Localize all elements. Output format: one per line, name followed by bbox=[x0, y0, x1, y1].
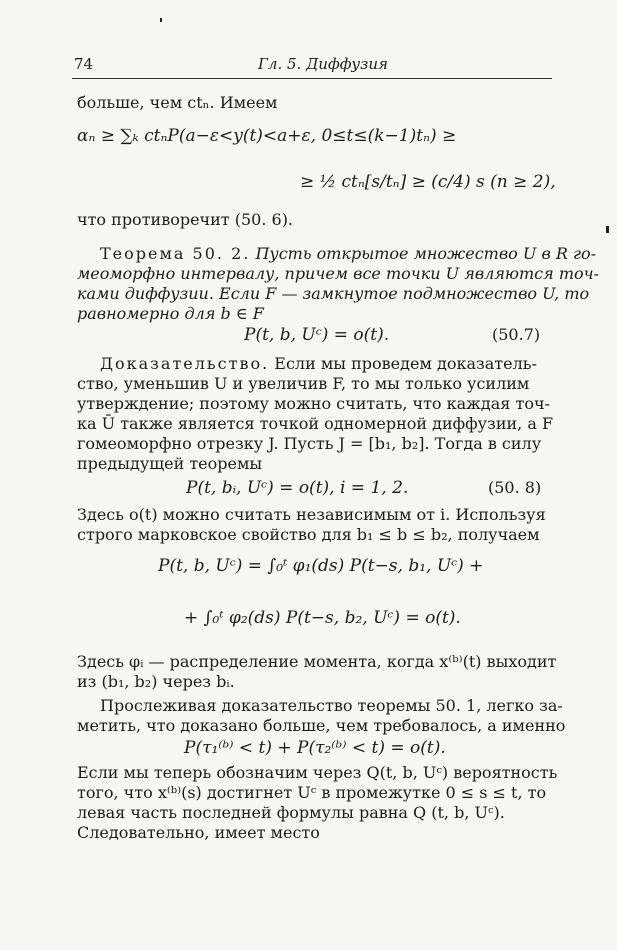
text-line: из (b₁, b₂) через bᵢ. bbox=[77, 672, 235, 691]
equation-line-3: P(τ₁⁽ᵇ⁾ < t) + P(τ₂⁽ᵇ⁾ < t) = o(t). bbox=[184, 738, 446, 758]
text-line: ка Ū также является точкой одномерной диффузии, а F bbox=[77, 414, 554, 433]
proof-label: Доказательство. bbox=[100, 354, 270, 373]
equation-50-7: P(t, b, Uᶜ) = o(t). bbox=[244, 325, 390, 345]
running-title: Гл. 5. Диффузия bbox=[258, 55, 388, 73]
text-line: ство, уменьшив U и увеличив F, то мы только усилим bbox=[77, 374, 530, 393]
theorem-line: равномерно для b ∈ F bbox=[77, 304, 264, 323]
print-speck bbox=[606, 226, 609, 233]
text-line: левая часть последней формулы равна Q (t, b, Uᶜ). bbox=[77, 803, 505, 822]
theorem-label: Теорема 50. 2. bbox=[100, 244, 251, 263]
theorem-line: ками диффузии. Если F — замкнутое подмножество U, то bbox=[77, 284, 590, 303]
page-number: 74 bbox=[74, 55, 94, 73]
theorem-heading bbox=[100, 244, 596, 264]
text-line: метить, что доказано больше, чем требовалось, а именно bbox=[77, 716, 566, 735]
text-line: предыдущей теоремы bbox=[77, 454, 263, 473]
equation-line-1: P(t, b, Uᶜ) = ∫₀ᵗ φ₁(ds) P(t−s, b₁, Uᶜ) + bbox=[158, 556, 484, 576]
theorem-line: меоморфно интервалу, причем все точки U являются точ- bbox=[77, 264, 599, 283]
text-line: Если мы теперь обозначим через Q(t, b, Uᶜ) вероятность bbox=[77, 763, 558, 782]
inequality-line-1: αₙ ≥ ∑ₖ ctₙP(a−ε<y(t)<a+ε, 0≤t≤(k−1)tₙ) ≥ bbox=[77, 126, 457, 146]
text-line: строго марковское свойство для b₁ ≤ b ≤ b₂, получаем bbox=[77, 525, 540, 544]
text-line: Здесь φᵢ — распределение момента, когда x⁽ᵇ⁾(t) выходит bbox=[77, 652, 557, 671]
equation-number: (50.7) bbox=[492, 325, 541, 344]
proof-text: Если мы проведем доказатель- bbox=[274, 354, 537, 373]
header-rule bbox=[72, 78, 552, 79]
proof-heading bbox=[100, 354, 537, 374]
text-line: Следовательно, имеет место bbox=[77, 823, 320, 842]
equation-line-2: + ∫₀ᵗ φ₂(ds) P(t−s, b₂, Uᶜ) = o(t). bbox=[184, 608, 461, 628]
equation-number: (50. 8) bbox=[488, 478, 542, 497]
text-line: Здесь o(t) можно считать независимым от i. Используя bbox=[77, 505, 546, 524]
text-line: Прослеживая доказательство теоремы 50. 1, легко за- bbox=[100, 696, 563, 715]
text-line: утверждение; поэтому можно считать, что каждая точ- bbox=[77, 394, 550, 413]
text-line: больше, чем ctₙ. Имеем bbox=[77, 93, 278, 112]
text-line: гомеоморфно отрезку J. Пусть J = [b₁, b₂]. Тогда в силу bbox=[77, 434, 542, 453]
equation-50-8: P(t, bᵢ, Uᶜ) = o(t), i = 1, 2. bbox=[186, 478, 409, 498]
inequality-line-2: ≥ ½ ctₙ[s/tₙ] ≥ (c/4) s (n ≥ 2), bbox=[300, 172, 556, 192]
text-line: что противоречит (50. 6). bbox=[77, 210, 294, 229]
text-line: того, что x⁽ᵇ⁾(s) достигнет Uᶜ в промежутке 0 ≤ s ≤ t, то bbox=[77, 783, 547, 802]
theorem-text: Пусть открытое множество U в R го- bbox=[255, 244, 597, 263]
print-speck bbox=[160, 18, 162, 22]
